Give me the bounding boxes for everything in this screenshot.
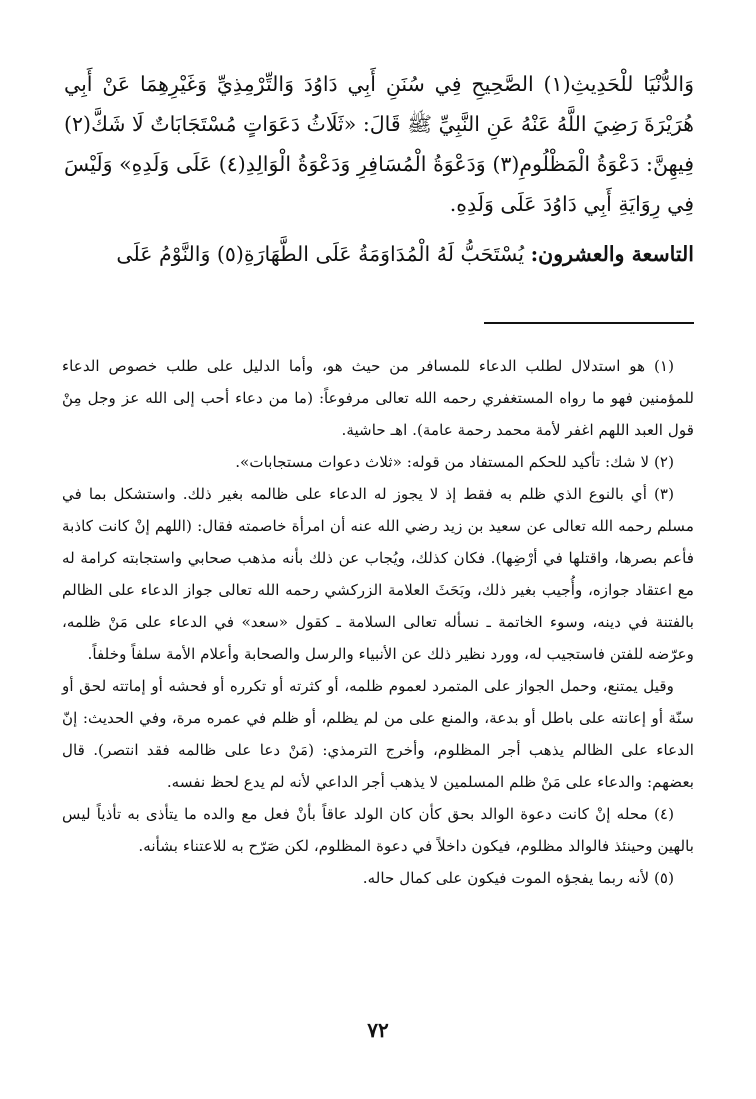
section-heading-label: التاسعة والعشرون: bbox=[530, 242, 694, 266]
section-heading-line bbox=[64, 234, 694, 274]
main-paragraph: وَالدُّنْيَا للْحَدِيثِ(١) الصَّحِيحِ فِي سُنَنِ أَبِي دَاوُدَ وَالتِّرْمِذِيِّ وَغَيْرِهِمَا عَنْ أَبِي هُرَيْرَةَ رَضِيَ اللَّهُ عَنْهُ عَنِ النَّبِيِّ ﷺ قَالَ: «ثَلَاثُ دَعَوَاتٍ مُسْتَجَابَاتٌ لَا شَكَّ(٢) فِيهِنَّ: دَعْوَةُ الْمَظْلُومِ(٣) وَدَعْوَةُ الْمُسَافِرِ وَدَعْوَةُ الْوَالِدِ(٤) عَلَى وَلَدِهِ» وَلَيْسَ فِي رِوَايَةِ أَبِي دَاوُدَ عَلَى وَلَدِهِ. bbox=[64, 72, 694, 216]
footnote-2: (٢) لا شك: تأكيد للحكم المستفاد من قوله: «ثلاث دعوات مستجابات». bbox=[235, 453, 674, 471]
footnote-separator bbox=[484, 322, 694, 324]
section-heading-text: يُسْتَحَبُّ لَهُ الْمُدَاوَمَةُ عَلَى الطَّهَارَةِ(٥) وَالنَّوْمُ عَلَى bbox=[116, 242, 531, 266]
footnote-5: (٥) لأنه ربما يفجؤه الموت فيكون على كمال حاله. bbox=[362, 869, 674, 887]
footnote-3: (٣) أي بالنوع الذي ظلم به فقط إذ لا يجوز له الدعاء على ظالمه بغير ذلك. واستشكل بما في مسلم رحمه الله تعالى عن سعيد بن زيد رضي الله عنه أن امرأة خاصمته فقال: (اللهم إنْ كانت كاذبة فأعم بصرها، واقتلها في أرْضِها). فكان كذلك، ويُجاب عن ذلك بأنه مذهب صحابي واستجابته كرامة له مع اعتقاد جوازه، وأُجيب بغير ذلك، وبَحَثَ العلامة الزركشي رحمه الله تعالى جواز الدعاء على الظالم بالفتنة في دينه، وسوء الخاتمة ـ نسأله تعالى السلامة ـ كقول «سعد» في الدعاء على مَنْ ظلمه، وعرّضه للفتن فاستجيب له، وورد نظير ذلك عن الأنبياء والرسل والصحابة وأعلام الأمة سلفاً وخلفاً. bbox=[62, 485, 694, 663]
footnote-4: (٤) محله إنْ كانت دعوة الوالد بحق كأن كان الولد عاقاً بأنْ فعل مع والده ما يتأذى به تأذياً ليس بالهين وحينئذ فالوالد مظلوم، فيكون داخلاً في دعوة المظلوم، لكن صَرّح به للاعتناء بشأنه. bbox=[62, 805, 694, 855]
footnotes bbox=[62, 350, 694, 894]
footnote-1: (١) هو استدلال لطلب الدعاء للمسافر من حيث هو، وأما الدليل على طلب خصوص الدعاء للمؤمنين فهو ما رواه المستغفري رحمه الله تعالى مرفوعاً: (ما من دعاء أحب إلى الله عز وجل مِنْ قول العبد اللهم اغفر لأمة محمد رحمة عامة). اهـ حاشية. bbox=[62, 357, 694, 439]
page-number: ٧٢ bbox=[367, 1018, 389, 1042]
main-text bbox=[64, 64, 694, 274]
footnote-3-continued: وقيل يمتنع، وحمل الجواز على المتمرد لعموم ظلمه، أو كثرته أو تكرره أو فحشه أو إماتته لحق أو سنّة أو إعانته على باطل أو بدعة، والمنع على من لم يظلم، أو ظلم في عمره مرة، وفي الحديث: إنّ الدعاء على الظالم يذهب أجر المظلوم، وأخرج الترمذي: (مَنْ دعا على ظالمه فقد انتصر). قال بعضهم: والدعاء على مَنْ ظلم المسلمين لا يذهب أجر الداعي لأنه لم يدع لحظ نفسه. bbox=[62, 677, 694, 791]
